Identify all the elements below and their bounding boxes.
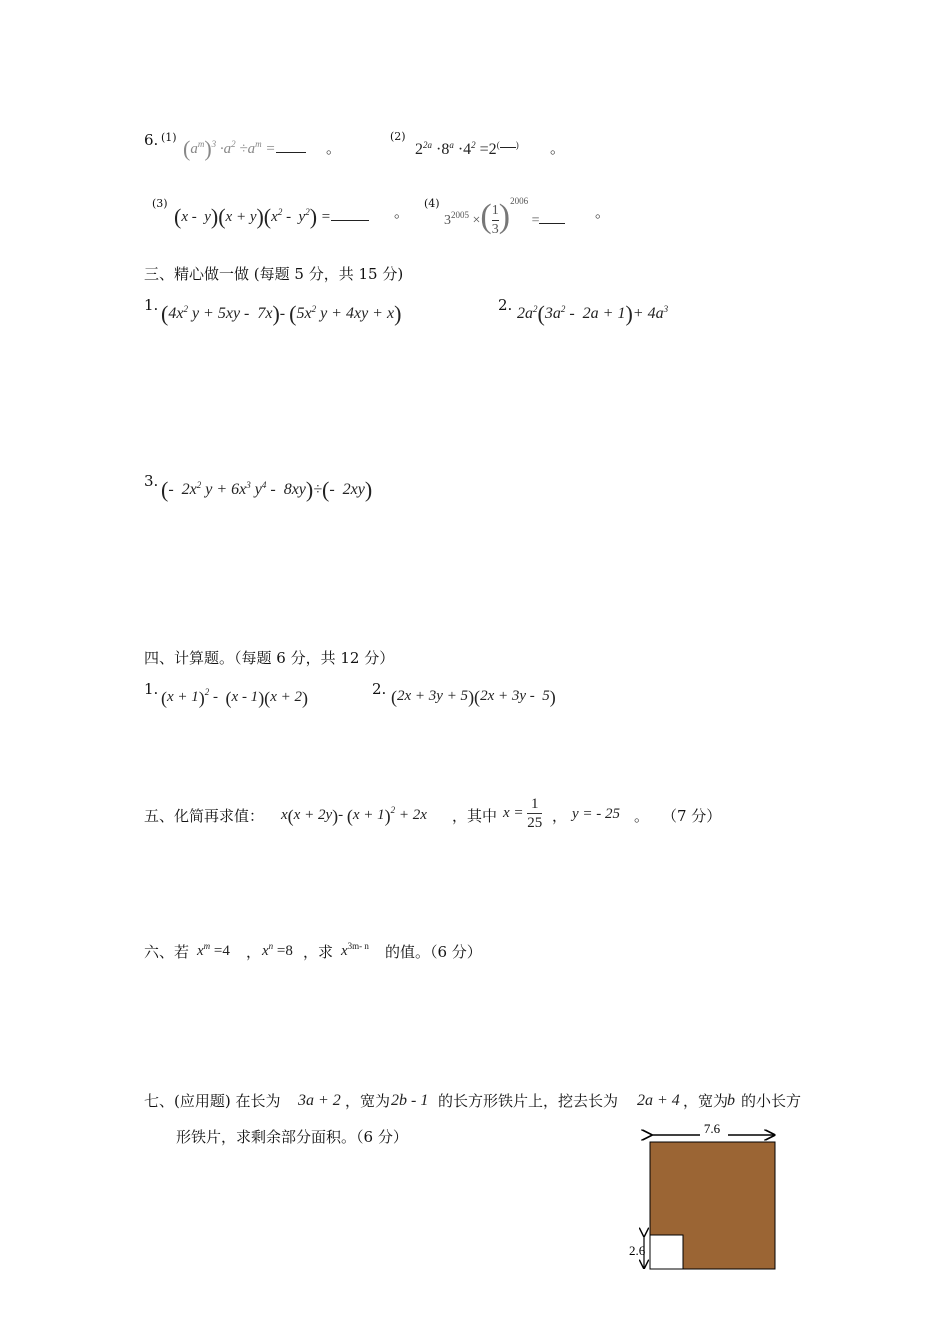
sec7-width-expression: 2b - 1 [391, 1092, 429, 1109]
sec6-condition-n: $x^n =8$ [262, 941, 293, 959]
q6-part1-expression: $(a^m)^3 \cdot a^2 \div a^m$ = [183, 136, 306, 162]
sec3-item3-number: 3. [144, 472, 159, 490]
sec7-text-a: 七、(应用题) 在长为 [144, 1092, 281, 1110]
sec7-cut-width-expression: b [727, 1092, 735, 1109]
sec5-points: （7 分） [662, 807, 722, 825]
side-dimension-label: 2.6 [629, 1243, 646, 1258]
q6-part2-end: 。 [550, 139, 566, 157]
sec4-item2-number: 2. [372, 680, 387, 698]
rectangle-figure [620, 1118, 790, 1278]
q6-part2-tag: (2) [390, 130, 406, 143]
sec7-text-line2: 形铁片，求剩余部分面积。（6 分） [176, 1128, 408, 1146]
sec6-target-expression: $x^{3m- n}$ [341, 941, 369, 959]
sec3-item1-expression: ($4x^2$ y + 5xy - 7x)- ($5x^2$ y + 4xy + x) [161, 301, 402, 326]
q6-part1-tag: (1) [161, 131, 177, 144]
sec5-expression: x(x + 2y)- $(x + 1)^2 + 2x$ [281, 805, 427, 826]
sec3-item3-expression: (- $2x^2$ $y + 6x^3$ $y^4 - 8xy)\div(-$ 2xy) [161, 477, 373, 502]
sec6-comma: ， [246, 943, 262, 961]
q6-part3-tag: (3) [152, 197, 168, 210]
section-3-heading: 三、精心做一做 (每题 5 分，共 15 分) [144, 265, 404, 283]
cut-out-shape [650, 1235, 683, 1269]
sec7-text-d: ，宽为 [683, 1092, 729, 1110]
q6-label: 6. [144, 131, 159, 149]
top-dimension-label: 7.6 [703, 1121, 721, 1136]
sec6-condition-m: $x^m =4$ [197, 941, 230, 959]
sec5-where-text: ，其中 [452, 807, 498, 825]
sec5-condition-x: x = $\frac{1}{25}$ [503, 796, 543, 831]
q6-part3-expression: $(x - y)(x + y)(x^2 - y^2)$ = [174, 204, 369, 230]
q6-part2-expression: $2^{2a} \cdot 8^a \cdot 4^2 =2^{( )}$ [415, 140, 519, 158]
sec7-text-c: 的长方形铁片上，挖去长为 [438, 1092, 619, 1110]
q6-part4-expression: $3^{2005}$ ×( $\frac{1}{3}$ )$^{2006}$ = [444, 196, 565, 239]
sec3-item2-expression: $2a^2(3a^2 - 2a + 1)+ 4a^3$ [517, 301, 669, 326]
sec5-comma: ， [552, 807, 568, 825]
sec3-item1-number: 1. [144, 296, 159, 314]
sec4-item1-expression: $(x + 1)^2 - (x - 1)(x + 2)$ [161, 687, 308, 708]
q6-part4-tag: (4) [424, 197, 440, 210]
section-4-heading: 四、计算题。（每题 6 分，共 12 分） [144, 649, 395, 667]
sec5-condition-y: y = - 25 [572, 806, 621, 822]
q6-part4-end: 。 [595, 203, 611, 221]
sec6-ask-text: ，求 [303, 943, 334, 961]
sec4-item2-expression: (2x + 3y + 5)(2x + 3y - 5) [391, 687, 556, 707]
sec3-item2-number: 2. [498, 296, 513, 314]
section-6-prefix: 六、若 [144, 943, 190, 961]
sec7-text-b: ，宽为 [345, 1092, 391, 1110]
q6-part3-end: 。 [394, 203, 410, 221]
sec7-length-expression: 3a + 2 [298, 1092, 341, 1109]
sec7-text-e: 的小长方 [741, 1092, 802, 1110]
sec5-end: 。 [634, 807, 650, 825]
q6-part1-end: 。 [326, 139, 342, 157]
sec4-item1-number: 1. [144, 680, 159, 698]
sec6-suffix: 的值。（6 分） [385, 943, 482, 961]
sec7-cut-length-expression: 2a + 4 [637, 1092, 680, 1109]
section-5-label: 五、化简再求值： [144, 807, 265, 825]
